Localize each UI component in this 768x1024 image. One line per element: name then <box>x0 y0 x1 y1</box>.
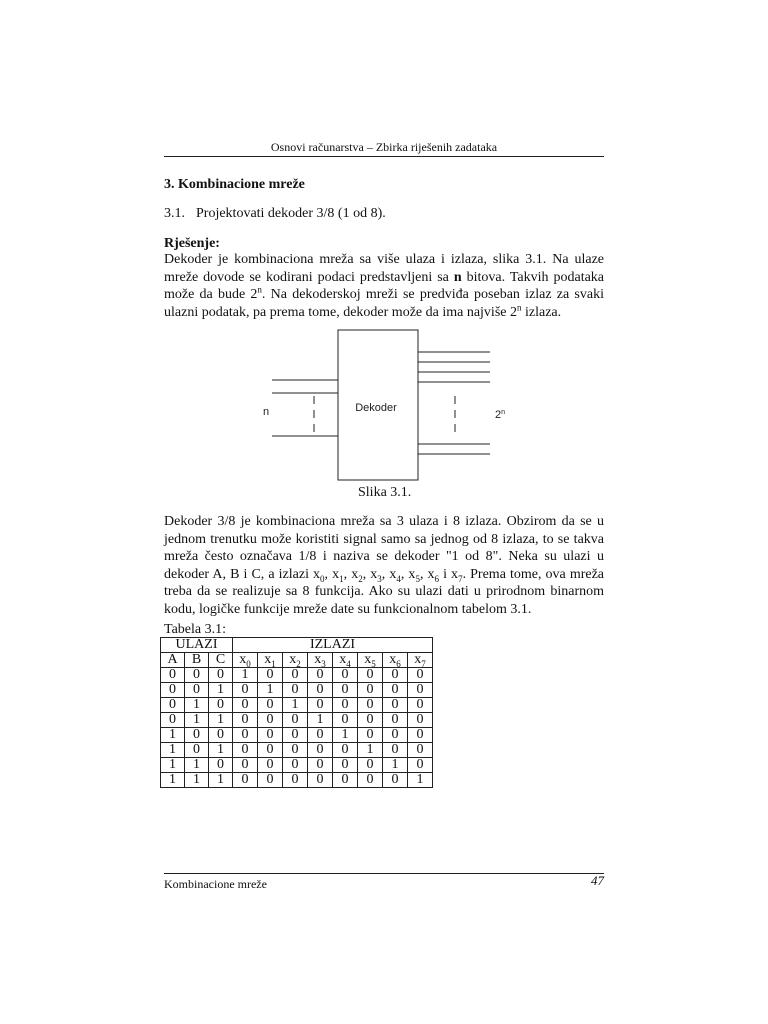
table-cell: 0 <box>383 683 408 698</box>
table-cell: 1 <box>185 713 209 728</box>
table-cell: 0 <box>283 728 308 743</box>
table-row <box>161 683 433 698</box>
table-cell: 1 <box>209 743 233 758</box>
section-heading: 3. Kombinacione mreže <box>164 177 305 192</box>
table-cell: 0 <box>333 713 358 728</box>
table-row <box>161 698 433 713</box>
superscript: n <box>516 301 522 312</box>
table-caption: Tabela 3.1: <box>164 622 226 637</box>
table-cell: 0 <box>408 758 433 773</box>
text-fragment: . Prema tome, ova mreža <box>462 566 605 582</box>
input-column-header: C <box>209 653 233 668</box>
task-number: 3.1. <box>164 206 185 221</box>
table-row <box>161 773 433 788</box>
table-cell: 0 <box>308 743 333 758</box>
table-cell: 0 <box>233 728 258 743</box>
figure-caption: Slika 3.1. <box>358 485 412 500</box>
superscript: n <box>257 284 262 295</box>
table-cell: 0 <box>333 698 358 713</box>
table-cell: 0 <box>185 668 209 683</box>
output-column-header: $x_3$ <box>308 653 333 668</box>
group-outputs: IZLAZI <box>233 638 433 653</box>
table-cell: 1 <box>209 773 233 788</box>
table-cell: 1 <box>258 683 283 698</box>
table-cell: 0 <box>358 758 383 773</box>
text-fragment: dekoder A, B i C, a izlazi x <box>164 566 321 582</box>
output-count-exp: n <box>501 409 506 416</box>
table-cell: 1 <box>333 728 358 743</box>
table-cell: 0 <box>408 743 433 758</box>
text-fragment: bitova. Takvih podataka <box>466 269 605 285</box>
table-cell: 0 <box>383 698 408 713</box>
table-cell: 0 <box>283 713 308 728</box>
table-cell: 0 <box>209 758 233 773</box>
table-cell: 0 <box>233 683 258 698</box>
input-column-header: A <box>161 653 185 668</box>
output-column-header: $x_7$ <box>408 653 433 668</box>
table-cell: 1 <box>161 758 185 773</box>
table-cell: 0 <box>209 728 233 743</box>
table-cell: 1 <box>161 728 185 743</box>
table-cell: 0 <box>333 773 358 788</box>
table-cell: 0 <box>383 743 408 758</box>
table-cell: 0 <box>283 683 308 698</box>
table-cell: 0 <box>408 713 433 728</box>
table-cell: 0 <box>233 758 258 773</box>
table-cell: 1 <box>383 758 408 773</box>
table-group-header <box>161 638 433 653</box>
table-cell: 0 <box>233 713 258 728</box>
table-cell: 0 <box>308 728 333 743</box>
table-cell: 1 <box>185 773 209 788</box>
output-column-header: $x_0$ <box>233 653 258 668</box>
table-cell: 0 <box>383 728 408 743</box>
truth-table <box>160 637 433 788</box>
table-cell: 0 <box>383 668 408 683</box>
table-cell: 0 <box>258 728 283 743</box>
output-count-base: 2 <box>495 409 502 421</box>
table-cell: 0 <box>308 773 333 788</box>
table-cell: 0 <box>358 713 383 728</box>
table-cell: 0 <box>333 683 358 698</box>
block-label: Dekoder <box>355 402 397 414</box>
input-count-label: n <box>263 406 270 418</box>
solution-label: Rješenje: <box>164 236 220 251</box>
table-cell: 1 <box>408 773 433 788</box>
para-line-6: kodu, logičke funkcije mreže date su funkcionalnom tabelom 3.1. <box>164 601 532 617</box>
table-cell: 0 <box>161 698 185 713</box>
table-cell: 0 <box>358 728 383 743</box>
table-cell: 1 <box>283 698 308 713</box>
table-cell: 0 <box>308 758 333 773</box>
output-column-header: $x_4$ <box>333 653 358 668</box>
table-cell: 1 <box>209 683 233 698</box>
table-cell: 0 <box>308 668 333 683</box>
table-cell: 0 <box>233 698 258 713</box>
table-cell: 0 <box>161 713 185 728</box>
table-row <box>161 668 433 683</box>
table-cell: 1 <box>308 713 333 728</box>
table-row <box>161 743 433 758</box>
table-cell: 0 <box>333 668 358 683</box>
table-row <box>161 728 433 743</box>
table-cell: 0 <box>358 668 383 683</box>
table-cell: 0 <box>408 668 433 683</box>
para-line-5: treba da se realizuje sa 8 funkcija. Ako su ulazi dati u prirodnom binarnom <box>164 584 604 599</box>
table-cell: 1 <box>209 713 233 728</box>
table-cell: 0 <box>333 758 358 773</box>
table-cell: 0 <box>185 728 209 743</box>
table-column-header <box>161 653 433 668</box>
para-line-1: Dekoder 3/8 je kombinaciona mreža sa 3 ulaza i 8 izlaza. Obzirom da se u <box>164 514 604 529</box>
text-fragment: izlaza. <box>524 304 562 320</box>
input-column-header: B <box>185 653 209 668</box>
text-fragment: ulazni podatak, pa prema tome, dekoder može da ima najviše 2 <box>164 304 517 320</box>
table-cell: 0 <box>258 698 283 713</box>
para-line-2: jednom trenutku može koristiti signal samo sa jednog od 8 izlaza, to se takva <box>164 531 604 547</box>
text-fragment: mreže dovode se kodirani podaci predstavljeni sa <box>164 269 449 285</box>
table-cell: 1 <box>233 668 258 683</box>
output-column-header: $x_2$ <box>283 653 308 668</box>
table-cell: 0 <box>258 668 283 683</box>
table-cell: 0 <box>308 683 333 698</box>
table-cell: 0 <box>358 698 383 713</box>
output-column-header: $x_6$ <box>383 653 408 668</box>
table-cell: 1 <box>358 743 383 758</box>
table-cell: 0 <box>358 773 383 788</box>
table-cell: 0 <box>283 743 308 758</box>
table-cell: 0 <box>358 683 383 698</box>
table-row <box>161 713 433 728</box>
group-inputs: ULAZI <box>161 638 233 653</box>
task-text: Projektovati dekoder 3/8 (1 od 8). <box>196 206 386 221</box>
table-cell: 1 <box>161 773 185 788</box>
table-cell: 0 <box>185 743 209 758</box>
table-cell: 0 <box>258 713 283 728</box>
table-cell: 0 <box>383 713 408 728</box>
table-cell: 0 <box>283 758 308 773</box>
table-cell: 0 <box>383 773 408 788</box>
output-column-header: $x_1$ <box>258 653 283 668</box>
decoder-paragraph <box>164 513 604 618</box>
table-cell: 0 <box>408 683 433 698</box>
table-cell: 0 <box>258 743 283 758</box>
running-header: Osnovi računarstva – Zbirka riješenih zadataka <box>270 140 498 154</box>
table-cell: 1 <box>185 758 209 773</box>
table-cell: 0 <box>209 698 233 713</box>
table-cell: 1 <box>161 743 185 758</box>
table-row <box>161 758 433 773</box>
table-cell: 0 <box>258 758 283 773</box>
para-line-3: mreža često označava 1/8 i naziva se dekoder "1 od 8". Neka su ulazi u <box>164 549 604 564</box>
table-cell: 0 <box>283 668 308 683</box>
solution-line-1: Dekoder je kombinaciona mreža sa više ulaza i izlaza, slika 3.1. Na ulaze <box>164 252 604 267</box>
table-cell: 0 <box>233 773 258 788</box>
para-line-4: dekoder A, B i C, a izlazi $x_0$, $x_1$, $x_2$, $x_3$, $x_4$, $x_5$, $x_6$ i $x_7$. Prema tome, ova mreža <box>164 566 605 584</box>
table-cell: 0 <box>185 683 209 698</box>
table-cell: 0 <box>161 683 185 698</box>
text-fragment: može da bude 2 <box>164 287 258 302</box>
table-cell: 0 <box>233 743 258 758</box>
table-cell: 0 <box>333 743 358 758</box>
bold-n: n <box>453 269 462 285</box>
output-count-label <box>495 409 505 421</box>
footer-rule <box>164 873 604 874</box>
table-cell: 0 <box>209 668 233 683</box>
table-cell: 1 <box>185 698 209 713</box>
output-column-header: $x_5$ <box>358 653 383 668</box>
table-cell: 0 <box>408 728 433 743</box>
table-cell: 0 <box>283 773 308 788</box>
footer-chapter: Kombinacione mreže <box>164 877 267 891</box>
table-cell: 0 <box>408 698 433 713</box>
table-cell: 0 <box>161 668 185 683</box>
table-cell: 0 <box>258 773 283 788</box>
page-number: 47 <box>591 873 604 888</box>
table-cell: 0 <box>308 698 333 713</box>
text-fragment: . Na dekoderskoj mreži se predviđa poseban izlaz za svaki <box>261 287 604 302</box>
